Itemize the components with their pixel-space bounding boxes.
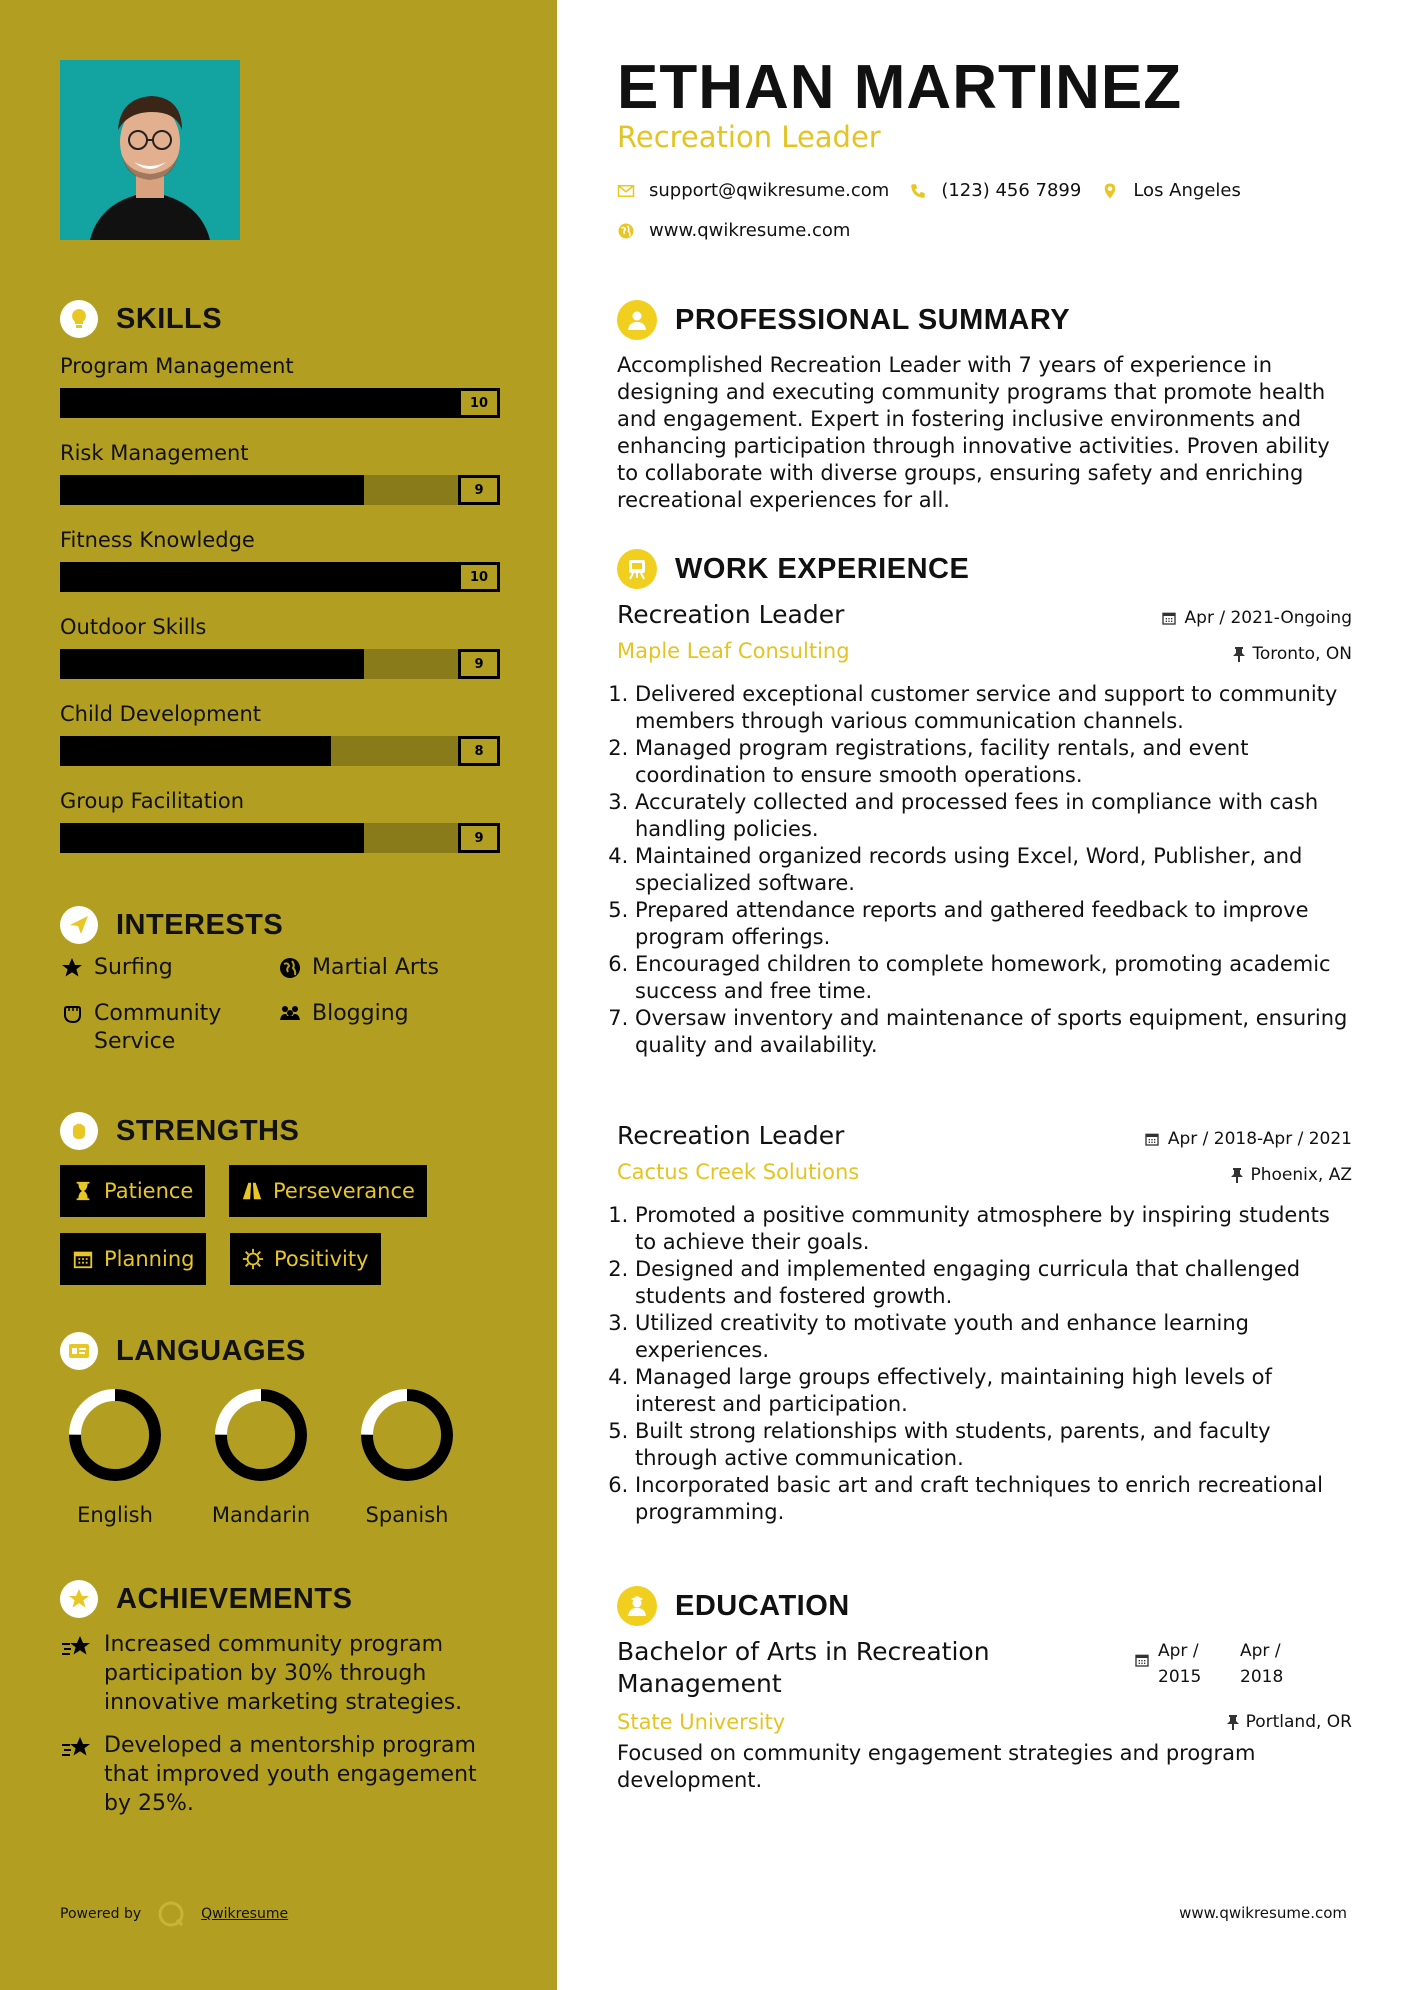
job-location [1230, 1165, 1352, 1185]
job-company: Maple Leaf Consulting [617, 639, 850, 663]
hourglass-icon [72, 1180, 94, 1202]
achievement-item [60, 1630, 500, 1717]
skill-bar-fill [60, 736, 331, 766]
skill-bar-fill [60, 823, 364, 853]
job-bullet: 4. Maintained organized records using Excel, Word, Publisher, and specialized software. [635, 843, 1352, 897]
skill-item [60, 524, 500, 611]
achievement-item [60, 1731, 500, 1818]
briefcase-icon [617, 549, 657, 589]
star-badge-icon [60, 1580, 98, 1618]
sidebar [0, 0, 557, 1990]
strength-chip [60, 1165, 205, 1217]
experience-heading [617, 549, 969, 589]
job-bullet: 4. Managed large groups effectively, maintaining high levels of interest and participation. [635, 1364, 1352, 1418]
id-card-icon [60, 1332, 98, 1370]
skill-level-badge: 10 [458, 388, 500, 418]
education-entry [617, 1636, 1352, 1794]
strengths-heading [60, 1112, 299, 1150]
interest-label: Community Service [94, 1001, 222, 1054]
skill-bar-fill [60, 562, 458, 592]
qwikresume-logo-icon [157, 1900, 185, 1928]
language-label: Spanish [365, 1503, 449, 1527]
job-bullet: 3. Accurately collected and processed fees in compliance with cash handling policies. [635, 789, 1352, 843]
job-bullet: 1. Promoted a positive community atmosphere by inspiring students to achieve their goals. [635, 1202, 1352, 1256]
language-ring [211, 1385, 311, 1485]
languages-title: LANGUAGES [116, 1334, 306, 1367]
powered-by-label: Powered by [60, 1906, 142, 1922]
strength-chip [230, 1233, 381, 1285]
skill-bar [60, 388, 500, 418]
job-bullet: 6. Encouraged children to complete homework, promoting academic success and free time. [635, 951, 1352, 1005]
interests-heading [60, 906, 283, 944]
sun-icon [242, 1248, 264, 1270]
job-bullet: 5. Prepared attendance reports and gathered feedback to improve program offerings. [635, 897, 1352, 951]
website-text[interactable]: www.qwikresume.com [649, 220, 851, 241]
skill-item [60, 611, 500, 698]
job-location-text: Phoenix, AZ [1250, 1165, 1352, 1185]
job-dates-text: Apr / 2021-Ongoing [1184, 608, 1352, 628]
strength-label: Patience [104, 1179, 194, 1203]
achievement-text: Increased community program participation by 30% through innovative marketing strategies. [104, 1632, 463, 1715]
summary-text: Accomplished Recreation Leader with 7 years of experience in designing and executing community programs that promote health and engagement. Expert in fostering inclusive environments and enhancing participation through innovative activities. Proven ability to collaborate with diverse groups, ensuring safety and enriching recreational experiences for all. [617, 353, 1330, 512]
fist-icon [60, 1112, 98, 1150]
language-item [352, 1385, 462, 1527]
phone-icon [909, 182, 927, 200]
education-dates [1134, 1638, 1322, 1690]
skill-name: Risk Management [60, 441, 249, 465]
candidate-name: ETHAN MARTINEZ [617, 53, 1183, 122]
skill-item [60, 437, 500, 524]
job-bullet: 3. Utilized creativity to motivate youth and enhance learning experiences. [635, 1310, 1352, 1364]
job-bullet: 7. Oversaw inventory and maintenance of sports equipment, ensuring quality and availability. [635, 1005, 1352, 1059]
interest-item [278, 954, 439, 982]
job-dates-text: Apr / 2018-Apr / 2021 [1167, 1129, 1352, 1149]
education-location-text: Portland, OR [1245, 1712, 1352, 1732]
star-icon [60, 956, 84, 980]
job-company: Cactus Creek Solutions [617, 1160, 860, 1184]
achievements-heading [60, 1580, 352, 1618]
skill-name: Outdoor Skills [60, 615, 207, 639]
contact-website [617, 220, 850, 241]
experience-title: WORK EXPERIENCE [675, 552, 970, 585]
interest-item [60, 1000, 250, 1056]
language-ring [357, 1385, 457, 1485]
achievements-list [60, 1630, 500, 1832]
skill-level-badge: 9 [458, 649, 500, 679]
skill-bar [60, 823, 500, 853]
skill-item [60, 785, 500, 872]
job-title: Recreation Leader [617, 600, 845, 629]
contact-email [617, 180, 889, 201]
lightbulb-icon [60, 300, 98, 338]
pushpin-icon [1230, 1167, 1244, 1183]
location-text: Los Angeles [1133, 180, 1241, 201]
hand-icon [60, 1002, 84, 1026]
languages-heading [60, 1332, 306, 1370]
footer-url[interactable]: www.qwikresume.com [1179, 1904, 1347, 1922]
interest-label: Martial Arts [312, 955, 440, 980]
calendar-icon [72, 1248, 94, 1270]
education-start: Apr / 2015 [1158, 1641, 1202, 1687]
job-bullets [617, 1202, 1352, 1526]
skill-name: Program Management [60, 354, 294, 378]
skill-item [60, 350, 500, 437]
language-label: Mandarin [211, 1503, 311, 1527]
job-title: Recreation Leader [617, 1121, 845, 1150]
candidate-title: Recreation Leader [617, 120, 881, 154]
skill-item [60, 698, 500, 785]
skill-bar [60, 562, 500, 592]
skill-name: Group Facilitation [60, 789, 245, 813]
job-bullet: 1. Delivered exceptional customer service and support to community members through various communication channels. [635, 681, 1352, 735]
contact-row [617, 180, 1261, 201]
users-icon [278, 1002, 302, 1026]
interest-item [278, 1000, 409, 1028]
language-label: English [77, 1503, 153, 1527]
envelope-icon [617, 182, 635, 200]
education-description: Focused on community engagement strategies and program development. [617, 1741, 1256, 1792]
qwikresume-link[interactable]: Qwikresume [201, 1906, 289, 1922]
pushpin-icon [1232, 646, 1246, 662]
contact-row-web [617, 220, 870, 241]
interest-item [60, 954, 173, 982]
shooting-star-icon [60, 1632, 94, 1662]
calendar-icon [1144, 1131, 1160, 1147]
graduate-icon [617, 1586, 657, 1626]
skill-level-badge: 8 [458, 736, 500, 766]
powered-by [60, 1900, 288, 1928]
education-end: Apr / 2018 [1240, 1641, 1284, 1687]
strength-label: Positivity [274, 1247, 369, 1271]
job-dates [1144, 1129, 1352, 1149]
phone-text[interactable]: (123) 456 7899 [941, 180, 1082, 201]
job-location [1232, 644, 1352, 664]
strength-chip [60, 1233, 206, 1285]
skill-bar [60, 475, 500, 505]
skill-name: Child Development [60, 702, 262, 726]
job-bullet: 5. Built strong relationships with students, parents, and faculty through active communication. [635, 1418, 1352, 1472]
education-location [1226, 1712, 1352, 1732]
profile-photo [60, 60, 240, 240]
calendar-icon [1161, 610, 1177, 626]
achievements-title: ACHIEVEMENTS [116, 1582, 353, 1615]
strength-label: Perseverance [273, 1179, 415, 1203]
education-title: EDUCATION [675, 1589, 850, 1622]
school-name: State University [617, 1710, 786, 1734]
strengths-title: STRENGTHS [116, 1114, 300, 1147]
job-entry [617, 1121, 1352, 1526]
education-heading [617, 1586, 850, 1626]
road-icon [241, 1180, 263, 1202]
language-ring [65, 1385, 165, 1485]
paper-plane-icon [60, 906, 98, 944]
globe-icon [617, 222, 635, 240]
skill-bar [60, 649, 500, 679]
pushpin-icon [1226, 1714, 1240, 1730]
job-bullet: 6. Incorporated basic art and craft techniques to enrich recreational programming. [635, 1472, 1352, 1526]
skill-bar-fill [60, 649, 364, 679]
shooting-star-icon [60, 1733, 94, 1763]
calendar-icon [1134, 1652, 1150, 1668]
achievement-text: Developed a mentorship program that improved youth engagement by 25%. [104, 1733, 477, 1816]
skill-bar [60, 736, 500, 766]
job-bullets [617, 681, 1352, 1059]
degree-title: Bachelor of Arts in Recreation Management [617, 1637, 990, 1698]
interest-label: Blogging [312, 1001, 409, 1026]
job-bullet: 2. Designed and implemented engaging curricula that challenged students and fostered growth. [635, 1256, 1352, 1310]
job-entry [617, 600, 1352, 1059]
skills-title: SKILLS [116, 302, 223, 335]
globe-icon [278, 956, 302, 980]
map-pin-icon [1101, 182, 1119, 200]
skill-bar-fill [60, 475, 364, 505]
skill-bar-fill [60, 388, 458, 418]
interests-title: INTERESTS [116, 908, 284, 941]
skills-list [60, 350, 500, 872]
skill-level-badge: 9 [458, 823, 500, 853]
strength-label: Planning [104, 1247, 195, 1271]
job-dates [1161, 608, 1352, 628]
main-content [557, 0, 1407, 1990]
job-location-text: Toronto, ON [1252, 644, 1352, 664]
contact-phone [909, 180, 1081, 201]
interest-label: Surfing [94, 955, 173, 980]
language-item [206, 1385, 316, 1527]
summary-title: PROFESSIONAL SUMMARY [675, 303, 1071, 336]
skill-level-badge: 10 [458, 562, 500, 592]
skill-name: Fitness Knowledge [60, 528, 255, 552]
user-icon [617, 300, 657, 340]
job-bullet: 2. Managed program registrations, facility rentals, and event coordination to ensure smooth operations. [635, 735, 1352, 789]
strength-chip [229, 1165, 427, 1217]
skills-heading [60, 300, 222, 338]
summary-heading [617, 300, 1070, 340]
skill-level-badge: 9 [458, 475, 500, 505]
email-text[interactable]: support@qwikresume.com [649, 180, 890, 201]
language-item [60, 1385, 170, 1527]
contact-location [1101, 180, 1241, 201]
